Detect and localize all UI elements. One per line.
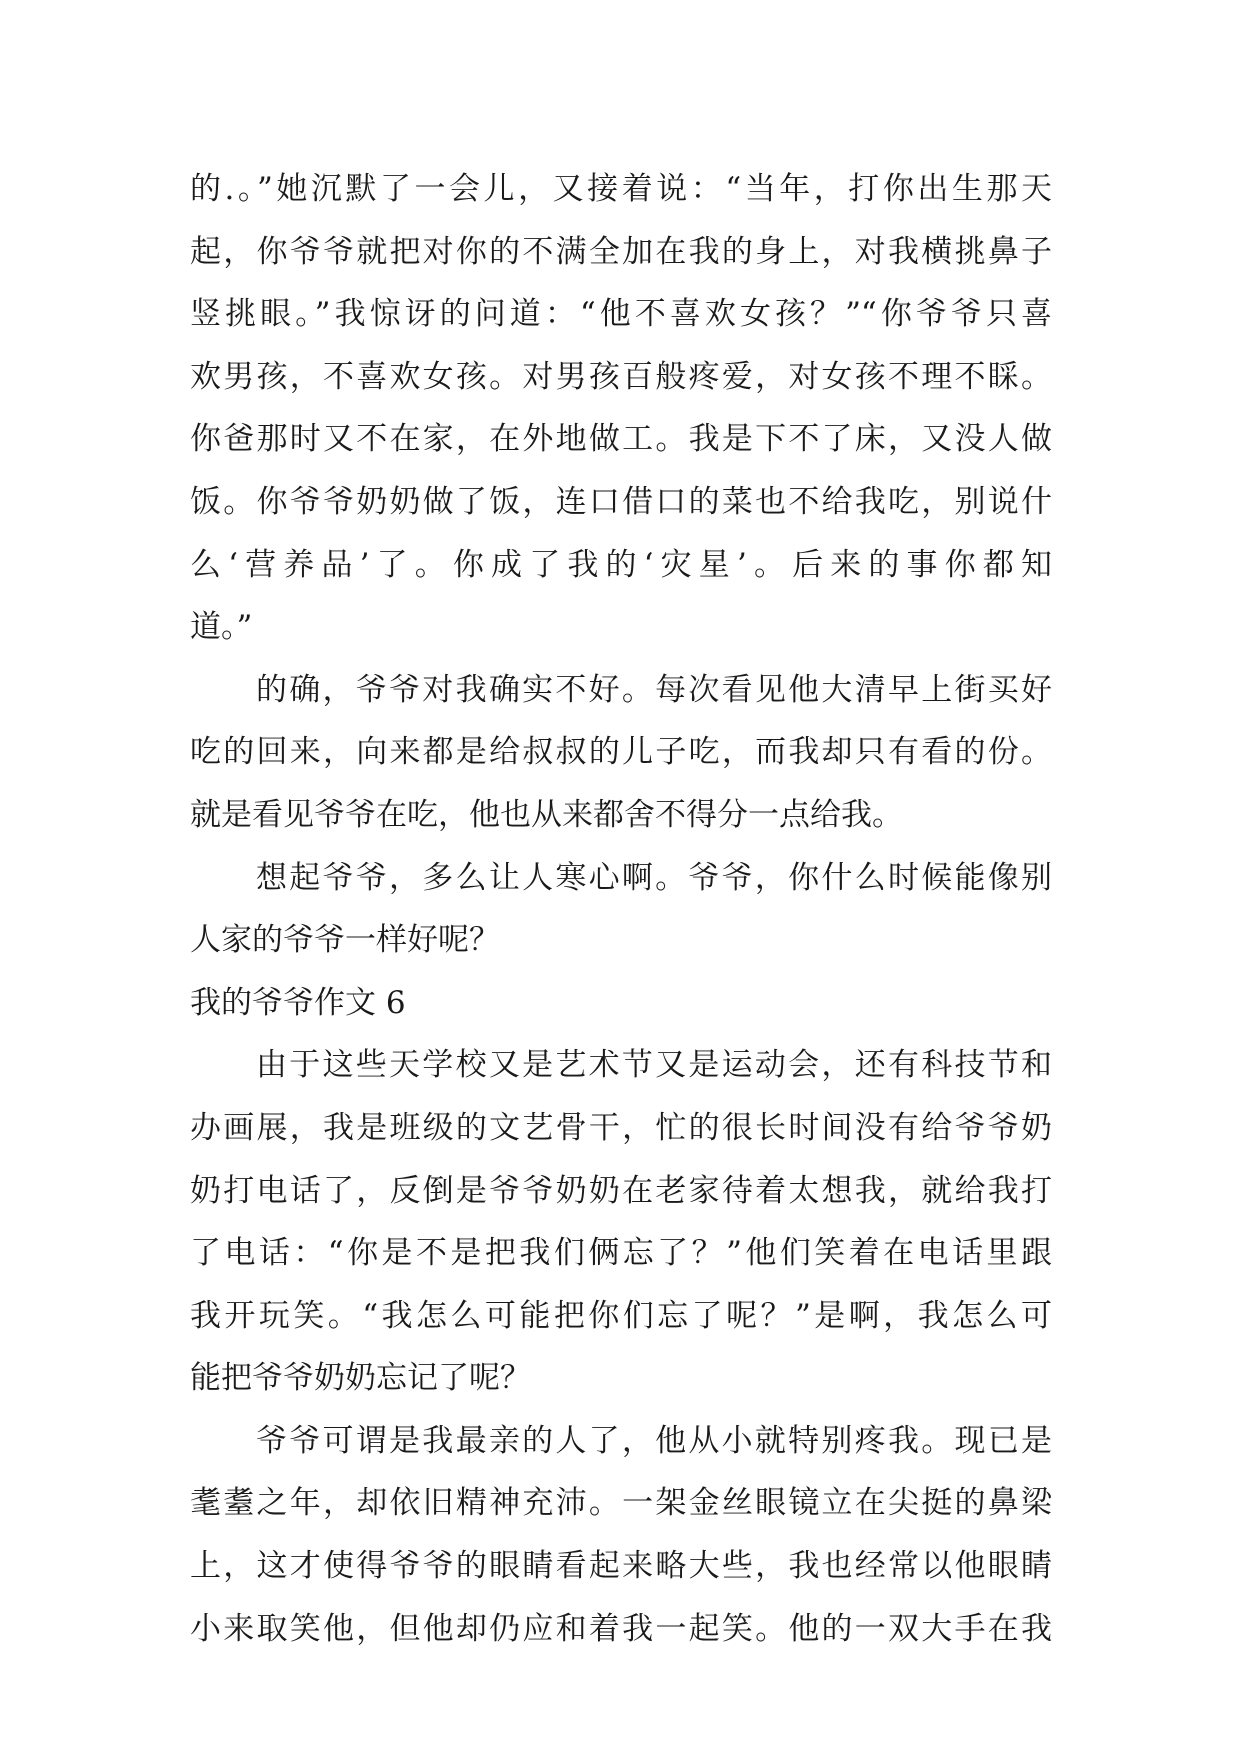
- text-line: 的.。”她沉默了一会儿，又接着说：“当年，打你出生那天: [190, 171, 1052, 207]
- text-line: 么‘营养品’了。你成了我的‘灾星’。后来的事你都知: [190, 546, 1052, 583]
- paragraph-first-line: 的确，爷爷对我确实不好。每次看见他大清早上街买好: [256, 671, 1052, 708]
- text-line: 起，你爷爷就把对你的不满全加在我的身上，对我横挑鼻子: [190, 233, 1052, 270]
- paragraph-first-line: 爷爷可谓是我最亲的人了，他从小就特别疼我。现已是: [256, 1422, 1052, 1459]
- text-line: 奶打电话了，反倒是爷爷奶奶在老家待着太想我，就给我打: [190, 1172, 1052, 1209]
- text-line: 耄耋之年，却依旧精神充沛。一架金丝眼镜立在尖挺的鼻梁: [190, 1485, 1052, 1522]
- text-line: 人家的爷爷一样好呢？: [190, 922, 500, 959]
- text-line: 就是看见爷爷在吃，他也从来都舍不得分一点给我。: [190, 796, 903, 833]
- paragraph-first-line: 由于这些天学校又是艺术节又是运动会，还有科技节和: [256, 1047, 1052, 1084]
- text-line: 欢男孩，不喜欢女孩。对男孩百般疼爱，对女孩不理不睬。: [190, 358, 1052, 395]
- text-line: 能把爷爷奶奶忘记了呢？: [190, 1360, 531, 1397]
- text-line: 上，这才使得爷爷的眼睛看起来略大些，我也经常以他眼睛: [190, 1548, 1052, 1585]
- text-line: 饭。你爷爷奶奶做了饭，连口借口的菜也不给我吃，别说什: [190, 483, 1052, 520]
- text-line: 了电话：“你是不是把我们俩忘了？”他们笑着在电话里跟: [190, 1235, 1052, 1272]
- text-line: 道。”: [190, 609, 253, 646]
- text-line: 我开玩笑。“我怎么可能把你们忘了呢？”是啊，我怎么可: [190, 1297, 1052, 1334]
- text-line: 小来取笑他，但他却仍应和着我一起笑。他的一双大手在我: [190, 1610, 1052, 1647]
- text-line: 办画展，我是班级的文艺骨干，忙的很长时间没有给爷爷奶: [190, 1109, 1052, 1146]
- text-line: 竖挑眼。”我惊讶的问道：“他不喜欢女孩？”“你爷爷只喜: [190, 296, 1052, 333]
- paragraph-first-line: 想起爷爷，多么让人寒心啊。爷爷，你什么时候能像别: [256, 859, 1052, 896]
- text-line: 你爸那时又不在家，在外地做工。我是下不了床，又没人做: [190, 421, 1052, 458]
- document-body: [190, 158, 1052, 1660]
- section-heading: 我的爷爷作文 6: [190, 984, 406, 1021]
- text-line: 吃的回来，向来都是给叔叔的儿子吃，而我却只有看的份。: [190, 734, 1052, 771]
